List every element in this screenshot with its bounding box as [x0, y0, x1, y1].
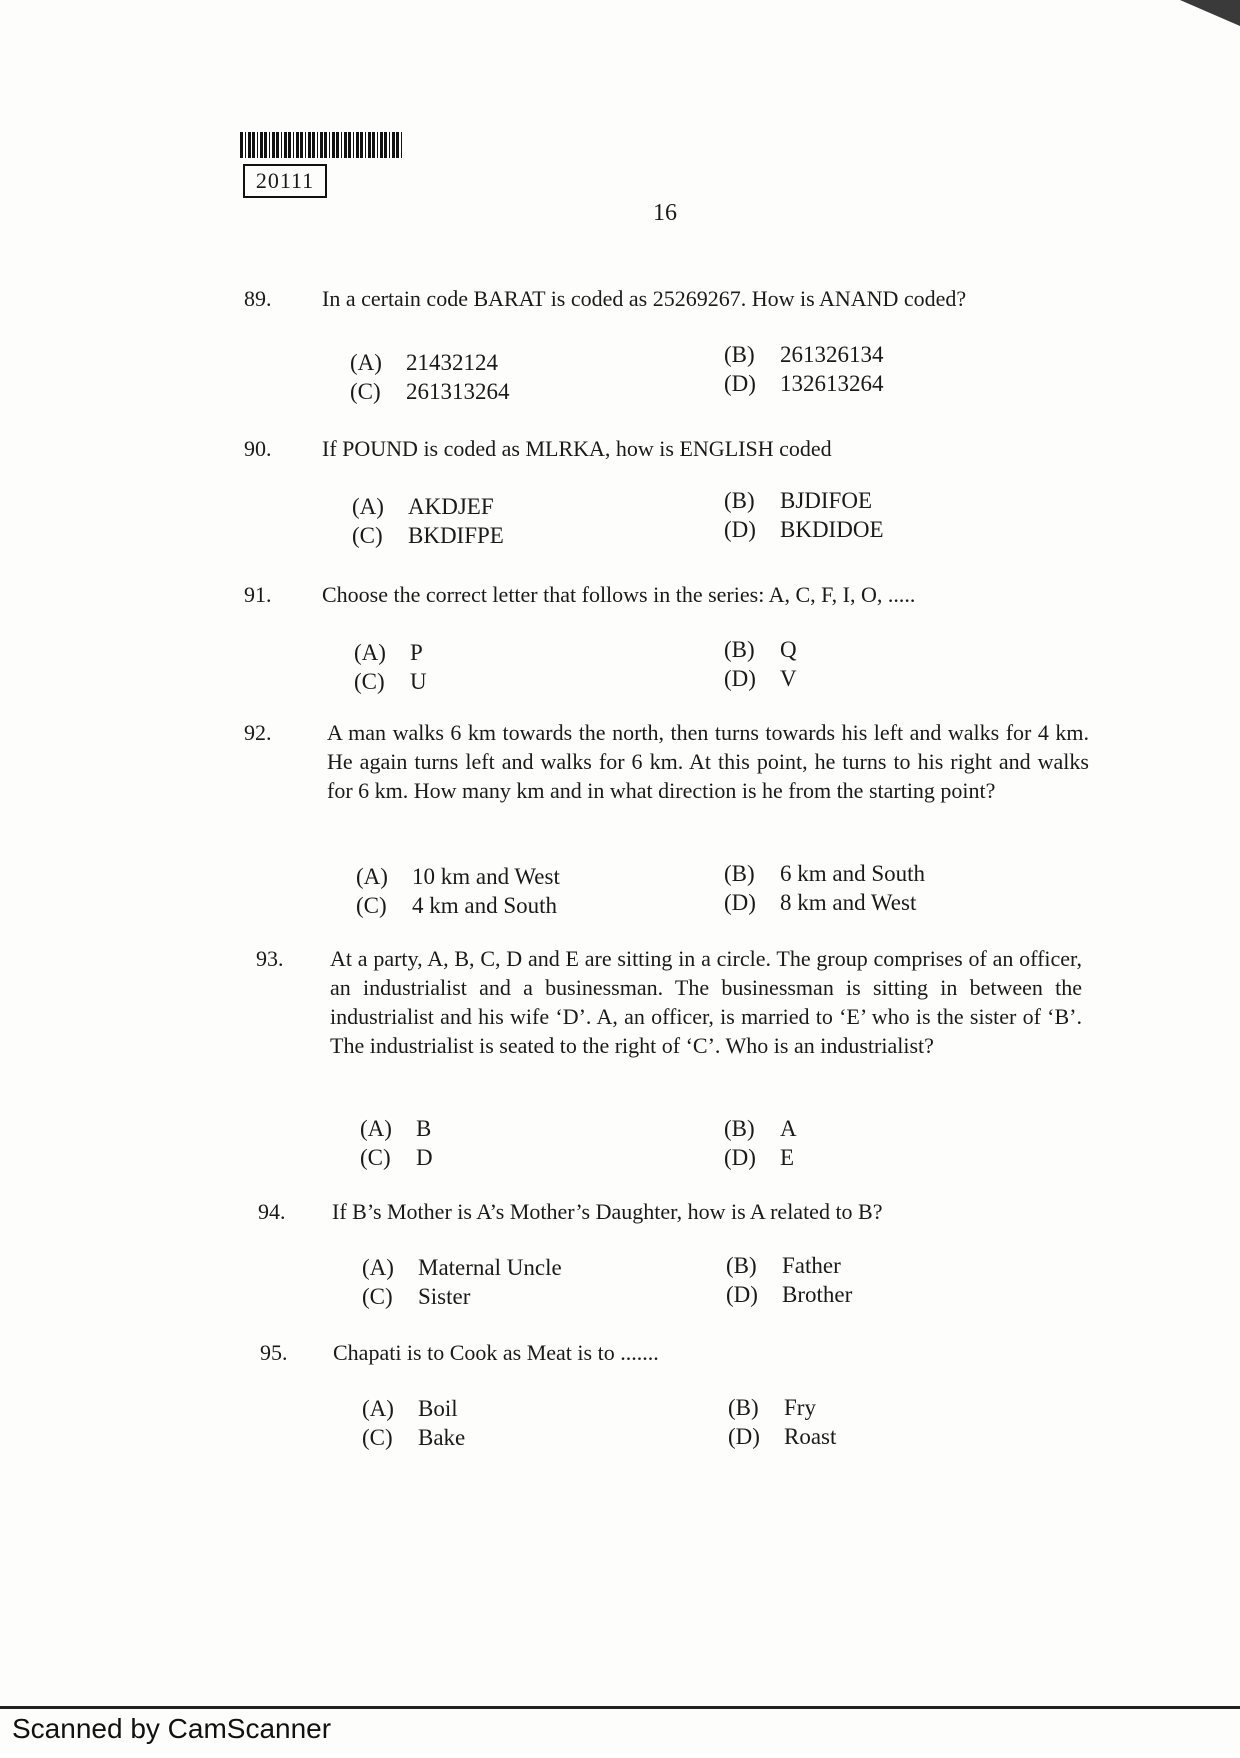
booklet-code: 20111	[243, 164, 327, 198]
option-label: (B)	[724, 488, 755, 513]
option-d	[724, 369, 884, 398]
question-text: A man walks 6 km towards the north, then turns towards his left and walks for 4 km. He again turns left and walks for 6 km. At this point, he turns to his right and walks for 6 km. How many km and in what direction is he from the starting point?	[327, 720, 1089, 803]
option-text: Fry	[784, 1395, 816, 1420]
option-text: Maternal Uncle	[418, 1255, 562, 1280]
question-text: If POUND is coded as MLRKA, how is ENGLISH coded	[322, 436, 832, 461]
option-text: 6 km and South	[780, 861, 926, 886]
option-label: (D)	[724, 666, 756, 691]
option-b	[724, 859, 925, 888]
option-label: (D)	[726, 1282, 758, 1307]
option-label: (D)	[728, 1424, 760, 1449]
option-a	[354, 638, 423, 667]
scan-footer	[0, 1706, 1240, 1758]
option-text: Father	[782, 1253, 841, 1278]
page-corner-shadow	[1180, 0, 1240, 26]
option-text: D	[416, 1145, 433, 1170]
option-c	[352, 521, 504, 550]
option-text: Brother	[782, 1282, 853, 1307]
option-label: (A)	[360, 1116, 392, 1141]
option-label: (B)	[724, 637, 755, 662]
option-text: Sister	[418, 1284, 471, 1309]
question-number: 92.	[244, 720, 272, 745]
option-text: 132613264	[780, 371, 884, 396]
option-text: 8 km and West	[780, 890, 917, 915]
option-label: (C)	[354, 669, 385, 694]
question-number: 91.	[244, 582, 272, 607]
option-label: (D)	[724, 517, 756, 542]
option-label: (B)	[724, 861, 755, 886]
option-text: AKDJEF	[408, 494, 494, 519]
option-label: (D)	[724, 890, 756, 915]
option-text: V	[780, 666, 797, 691]
option-a	[356, 862, 560, 891]
camscanner-watermark: Scanned by CamScanner	[12, 1713, 332, 1744]
option-text: Boil	[418, 1396, 458, 1421]
question-number: 94.	[258, 1199, 286, 1224]
option-c	[362, 1423, 465, 1452]
option-b	[724, 1114, 797, 1143]
option-c	[354, 667, 427, 696]
option-text: BJDIFOE	[780, 488, 873, 513]
option-text: Roast	[784, 1424, 837, 1449]
option-label: (B)	[726, 1253, 757, 1278]
question-text: In a certain code BARAT is coded as 25269267. How is ANAND coded?	[322, 286, 967, 311]
question-number: 95.	[260, 1340, 288, 1365]
option-label: (B)	[724, 342, 755, 367]
option-b	[724, 486, 872, 515]
option-label: (C)	[360, 1145, 391, 1170]
question-text: Choose the correct letter that follows in the series: A, C, F, I, O, .....	[322, 582, 916, 607]
option-label: (A)	[362, 1255, 394, 1280]
option-label: (C)	[356, 893, 387, 918]
option-a	[362, 1253, 562, 1282]
option-text: BKDIFPE	[408, 523, 504, 548]
option-text: P	[410, 640, 423, 665]
option-a	[362, 1394, 458, 1423]
option-label: (B)	[724, 1116, 755, 1141]
option-c	[356, 891, 557, 920]
option-c	[350, 377, 510, 406]
option-c	[360, 1143, 433, 1172]
option-c	[362, 1282, 470, 1311]
option-a	[352, 492, 494, 521]
option-d	[726, 1280, 852, 1309]
option-d	[724, 664, 797, 693]
page-number: 16	[653, 200, 677, 226]
option-text: 10 km and West	[412, 864, 560, 889]
option-text: U	[410, 669, 427, 694]
option-label: (C)	[362, 1284, 393, 1309]
option-label: (A)	[354, 640, 386, 665]
option-b	[724, 635, 797, 664]
option-text: E	[780, 1145, 795, 1170]
option-d	[728, 1422, 836, 1451]
option-label: (C)	[352, 523, 383, 548]
question-text: Chapati is to Cook as Meat is to .......	[333, 1340, 659, 1365]
option-text: 4 km and South	[412, 893, 558, 918]
option-label: (D)	[724, 1145, 756, 1170]
option-label: (C)	[350, 379, 381, 404]
option-b	[726, 1251, 841, 1280]
option-label: (D)	[724, 371, 756, 396]
option-label: (A)	[356, 864, 388, 889]
option-a	[360, 1114, 431, 1143]
option-label: (C)	[362, 1425, 393, 1450]
option-text: Bake	[418, 1425, 466, 1450]
option-b	[724, 340, 884, 369]
option-text: 261313264	[406, 379, 510, 404]
question-number: 90.	[244, 436, 272, 461]
option-label: (A)	[352, 494, 384, 519]
question-number: 93.	[256, 946, 284, 971]
option-label: (B)	[728, 1395, 759, 1420]
option-text: A	[780, 1116, 797, 1141]
question-number: 89.	[244, 286, 272, 311]
barcode	[240, 132, 402, 158]
option-label: (A)	[350, 350, 382, 375]
option-a	[350, 348, 498, 377]
option-text: B	[416, 1116, 432, 1141]
option-text: 21432124	[406, 350, 498, 375]
option-label: (A)	[362, 1396, 394, 1421]
option-d	[724, 888, 916, 917]
option-text: BKDIDOE	[780, 517, 884, 542]
question-text: At a party, A, B, C, D and E are sitting in a circle. The group comprises of an officer, an industrialist and a businessman. The businessman is sitting in between the industrialist and his wife ‘D’. A, an officer, is married to ‘E’ who is the sister of ‘B’. The industrialist is seated to the right of ‘C’. Who is an industrialist?	[330, 946, 1082, 1058]
option-text: 261326134	[780, 342, 884, 367]
option-b	[728, 1393, 816, 1422]
option-text: Q	[780, 637, 797, 662]
option-d	[724, 1143, 794, 1172]
option-d	[724, 515, 884, 544]
question-text: If B’s Mother is A’s Mother’s Daughter, how is A related to B?	[332, 1199, 883, 1224]
